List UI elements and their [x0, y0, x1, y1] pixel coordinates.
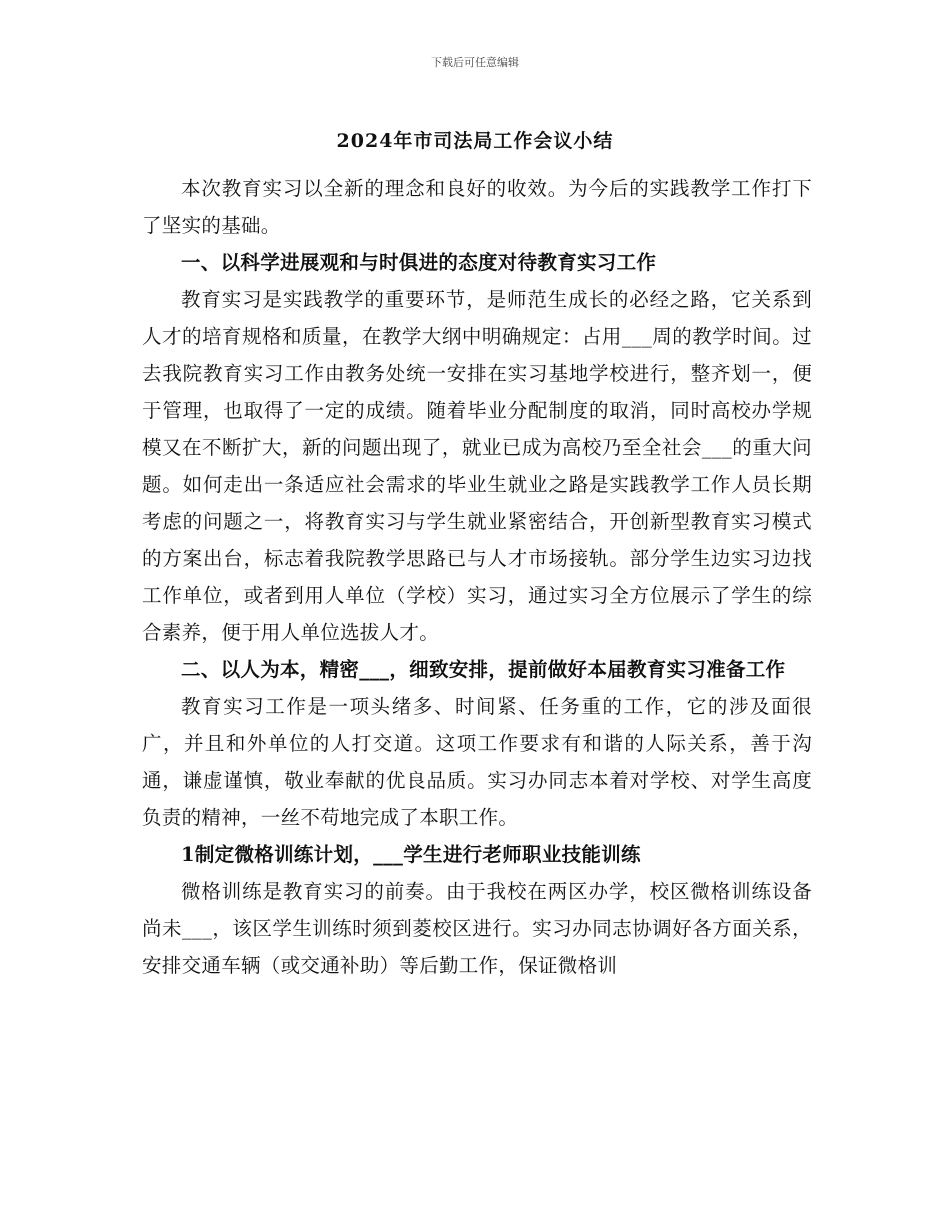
paragraph-section-1: 教育实习是实践教学的重要环节，是师范生成长的必经之路，它关系到人才的培育规格和质量，在教学大纲中明确规定：占用___周的教学时间。过去我院教育实习工作由教务处统一安排在实习基地学校进行，整齐划一，便于管理，也取得了一定的成绩。随着毕业分配制度的取消，同时高校办学规模又在不断扩大，新的问题出现了，就业已成为高校乃至全社会___的重大问题。如何走出一条适应社会需求的毕业生就业之路是实践教学工作人员长期考虑的问题之一，将教育实习与学生就业紧密结合，开创新型教育实习模式的方案出台，标志着我院教学思路已与人才市场接轨。部分学生边实习边找工作单位，或者到用人单位（学校）实习，通过实习全方位展示了学生的综合素养，便于用人单位选拔人才。 [142, 288, 812, 644]
paragraph-subsection-1: 微格训练是教育实习的前奏。由于我校在两区办学，校区微格训练设备尚未___，该区学生训练时须到菱校区进行。实习办同志协调好各方面关系，安排交通车辆（或交通补助）等后勤工作，保证微格训 [142, 880, 812, 977]
document-title: 2024年市司法局工作会议小结 [336, 130, 614, 152]
document-body [142, 170, 812, 984]
paragraph-section-2: 教育实习工作是一项头绪多、时间紧、任务重的工作，它的涉及面很广，并且和外单位的人打交道。这项工作要求有和谐的人际关系，善于沟通，谦虚谨慎，敬业奉献的优良品质。实习办同志本着对学校、对学生高度负责的精神，一丝不苟地完成了本职工作。 [142, 695, 812, 829]
subsection-heading-1: 1制定微格训练计划，___学生进行老师职业技能训练 [181, 843, 641, 866]
section-heading-1: 一、以科学进展观和与时俱进的态度对待教育实习工作 [181, 251, 657, 274]
page-header-note: 下载后可任意编辑 [431, 56, 519, 69]
paragraph-intro: 本次教育实习以全新的理念和良好的收效。为今后的实践教学工作打下了坚实的基础。 [142, 177, 812, 237]
section-heading-2: 二、以人为本，精密___，细致安排，提前做好本届教育实习准备工作 [181, 658, 786, 681]
